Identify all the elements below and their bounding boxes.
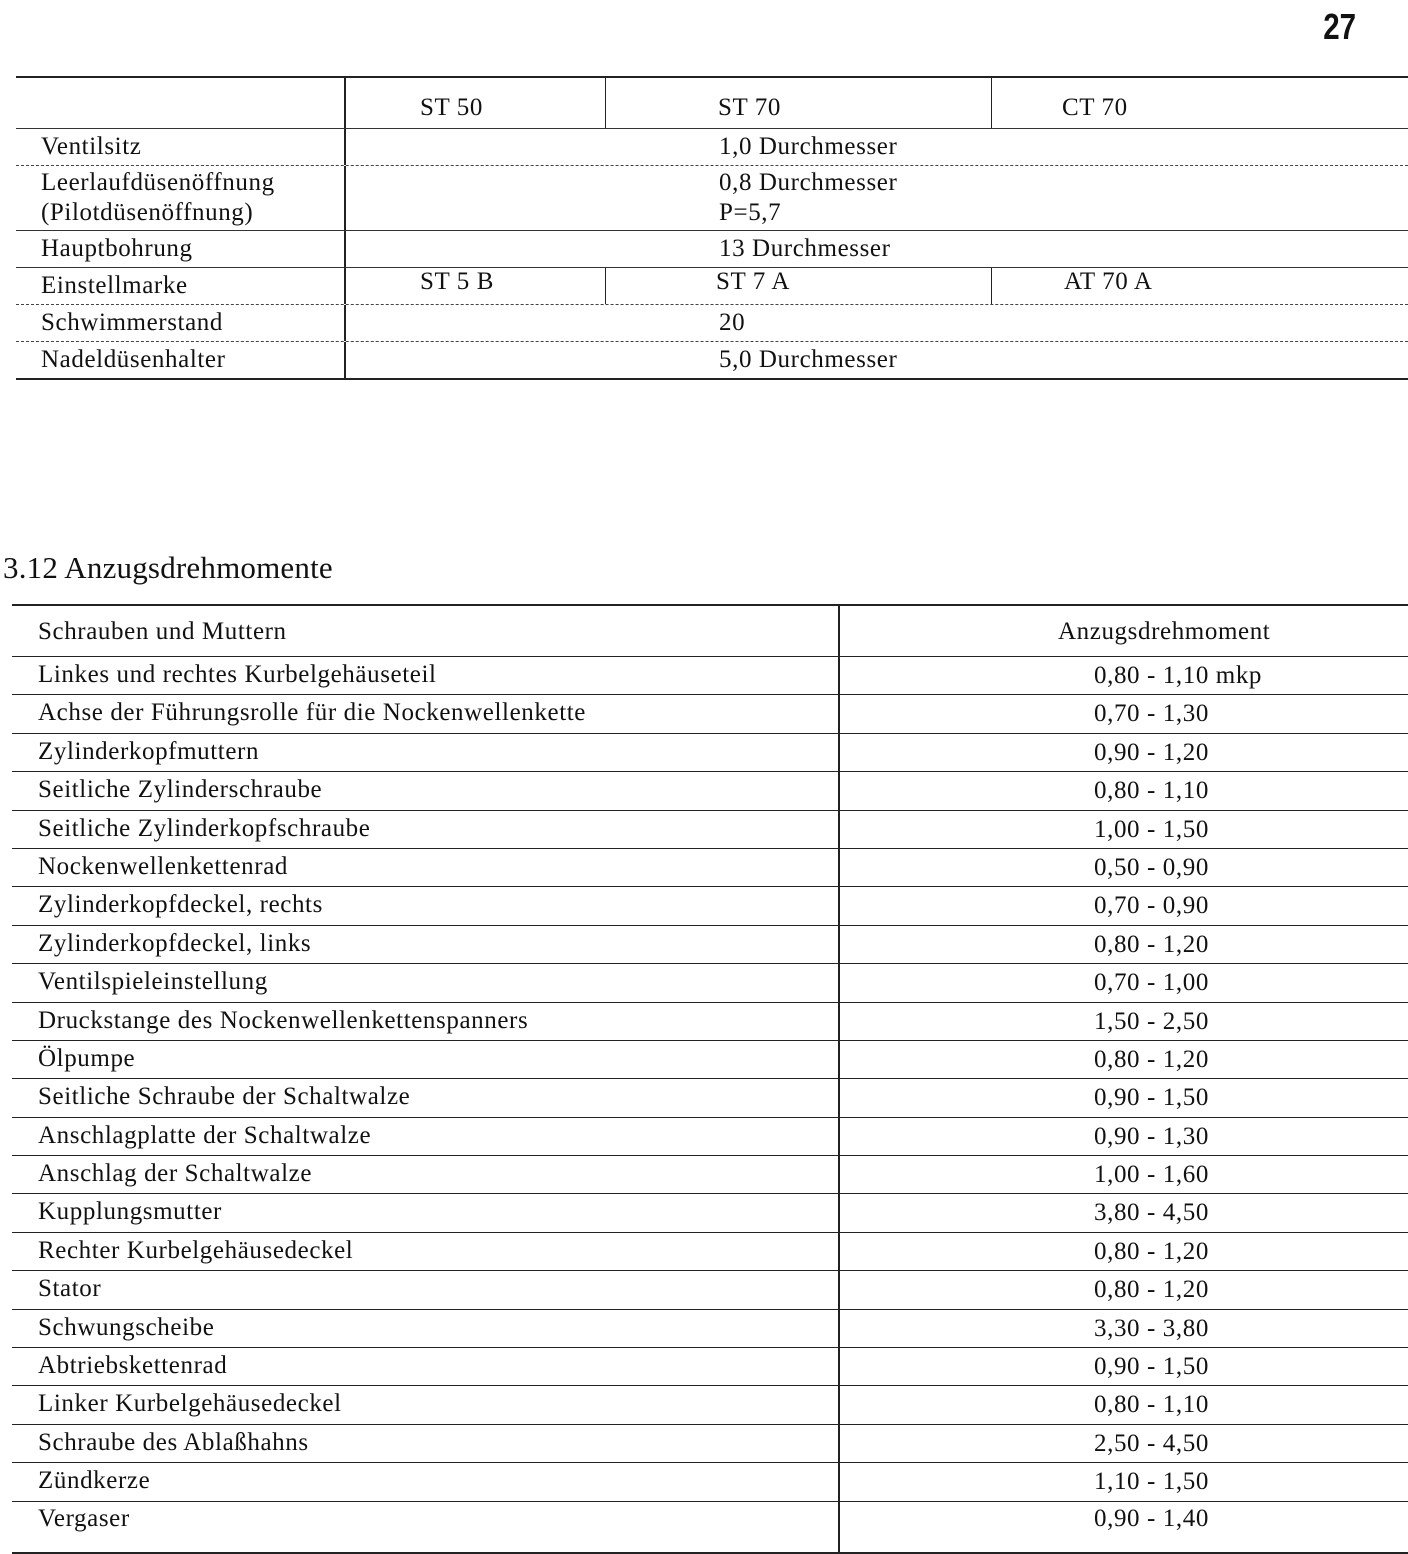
table-row <box>16 268 1408 305</box>
part-name: Seitliche Schraube der Schaltwalze <box>12 1079 840 1116</box>
part-name: Linker Kurbelgehäusedeckel <box>12 1386 840 1423</box>
torque-value: 0,80 - 1,10 mkp <box>1094 662 1263 689</box>
table-row <box>12 811 1408 849</box>
row-value: 5,0 Durchmesser <box>719 346 898 373</box>
row-value-line: 0,8 Durchmesser <box>719 169 898 196</box>
part-name: Schraube des Ablaßhahns <box>12 1425 840 1462</box>
page-number: 27 <box>1323 6 1356 47</box>
column-header-st50: ST 50 <box>346 78 606 128</box>
part-name: Schwungscheibe <box>12 1310 840 1347</box>
table-header-row <box>16 78 1408 129</box>
table-row <box>16 305 1408 342</box>
part-name: Abtriebskettenrad <box>12 1348 840 1385</box>
row-label: Nadeldüsenhalter <box>16 342 346 378</box>
row-label-line: (Pilotdüsenöffnung) <box>41 199 254 226</box>
table-row <box>16 231 1408 268</box>
table-row <box>12 1425 1408 1463</box>
torque-value: 0,80 - 1,10 <box>1094 777 1209 805</box>
part-name: Zylinderkopfdeckel, rechts <box>12 887 840 924</box>
torque-value: 0,70 - 0,90 <box>1094 892 1209 920</box>
row-value-ct70: AT 70 A <box>1064 268 1153 295</box>
table-header-row <box>12 606 1408 657</box>
table-row <box>12 887 1408 925</box>
table-row <box>12 695 1408 733</box>
torque-value: 3,80 - 4,50 <box>1094 1199 1209 1227</box>
table-row <box>12 734 1408 772</box>
torque-value: 1,00 - 1,60 <box>1094 1161 1209 1189</box>
torque-value: 1,10 - 1,50 <box>1094 1468 1209 1496</box>
row-value-line: P=5,7 <box>719 199 782 226</box>
column-header-st70: ST 70 <box>606 78 992 128</box>
torque-value: 2,50 - 4,50 <box>1094 1429 1209 1457</box>
column-header-parts: Schrauben und Muttern <box>12 606 840 656</box>
part-name: Rechter Kurbelgehäusedeckel <box>12 1233 840 1270</box>
part-name: Vergaser <box>12 1502 840 1552</box>
torque-value: 0,90 - 1,50 <box>1094 1084 1209 1112</box>
part-name: Anschlagplatte der Schaltwalze <box>12 1118 840 1155</box>
table-row <box>12 1079 1408 1117</box>
part-name: Ölpumpe <box>12 1041 840 1078</box>
part-name: Zylinderkopfdeckel, links <box>12 926 840 963</box>
table-row <box>16 342 1408 378</box>
table-row <box>12 772 1408 810</box>
table-row <box>12 1271 1408 1309</box>
row-value-st70: ST 7 A <box>606 268 992 304</box>
column-header-ct70: CT 70 <box>1062 94 1128 121</box>
torque-value: 0,90 - 1,40 <box>1094 1504 1209 1532</box>
part-name: Ventilspieleinstellung <box>12 964 840 1001</box>
column-header-torque: Anzugsdrehmoment <box>1058 618 1271 645</box>
torque-value: 0,50 - 0,90 <box>1094 853 1209 881</box>
part-name: Anschlag der Schaltwalze <box>12 1156 840 1193</box>
torque-value: 1,50 - 2,50 <box>1094 1007 1209 1035</box>
torque-value: 0,90 - 1,20 <box>1094 738 1209 766</box>
torque-value: 0,70 - 1,00 <box>1094 969 1209 997</box>
part-name: Seitliche Zylinderkopfschraube <box>12 811 840 848</box>
table-row <box>12 1156 1408 1194</box>
row-value <box>346 166 1408 230</box>
section-heading: 3.12 Anzugsdrehmomente <box>3 550 333 585</box>
part-name: Kupplungsmutter <box>12 1194 840 1231</box>
torque-value: 0,80 - 1,20 <box>1094 1237 1209 1265</box>
torque-value: 0,90 - 1,50 <box>1094 1353 1209 1381</box>
row-value: 13 Durchmesser <box>719 235 891 262</box>
table-row <box>12 657 1408 695</box>
part-name: Linkes und rechtes Kurbelgehäuseteil <box>12 657 840 694</box>
part-name: Zündkerze <box>12 1463 840 1500</box>
row-value-st50: ST 5 B <box>346 268 606 304</box>
row-label-line: Leerlaufdüsenöffnung <box>41 169 275 196</box>
part-name: Nockenwellenkettenrad <box>12 849 840 886</box>
row-value: 20 <box>719 309 746 336</box>
table-row <box>12 1118 1408 1156</box>
table-row <box>12 1310 1408 1348</box>
table-row <box>12 964 1408 1002</box>
torque-value: 0,80 - 1,10 <box>1094 1391 1209 1419</box>
row-label: Schwimmerstand <box>16 305 346 341</box>
carburetor-spec-table <box>16 76 1408 380</box>
row-value: 1,0 Durchmesser <box>719 133 898 160</box>
torque-value: 1,00 - 1,50 <box>1094 815 1209 843</box>
header-empty-cell <box>16 78 346 128</box>
part-name: Achse der Führungsrolle für die Nockenwellenkette <box>12 695 840 732</box>
part-name: Seitliche Zylinderschraube <box>12 772 840 809</box>
torque-value: 0,90 - 1,30 <box>1094 1122 1209 1150</box>
torque-value: 0,80 - 1,20 <box>1094 1045 1209 1073</box>
row-label: Ventilsitz <box>16 129 346 165</box>
table-row <box>12 1194 1408 1232</box>
table-row <box>12 1348 1408 1386</box>
table-row <box>12 1463 1408 1501</box>
part-name: Stator <box>12 1271 840 1308</box>
part-name: Zylinderkopfmuttern <box>12 734 840 771</box>
torque-value: 0,70 - 1,30 <box>1094 700 1209 728</box>
row-label <box>16 166 346 230</box>
torque-value: 0,80 - 1,20 <box>1094 1276 1209 1304</box>
table-row <box>12 849 1408 887</box>
part-name: Druckstange des Nockenwellenkettenspanners <box>12 1003 840 1040</box>
torque-value: 3,30 - 3,80 <box>1094 1314 1209 1342</box>
table-row <box>16 129 1408 166</box>
row-label: Einstellmarke <box>16 268 346 304</box>
torque-value: 0,80 - 1,20 <box>1094 930 1209 958</box>
table-row <box>12 1386 1408 1424</box>
table-row <box>16 166 1408 231</box>
table-row <box>12 1502 1408 1552</box>
table-row <box>12 1233 1408 1271</box>
table-row <box>12 1041 1408 1079</box>
table-row <box>12 1003 1408 1041</box>
table-row <box>12 926 1408 964</box>
row-label: Hauptbohrung <box>16 231 346 267</box>
torque-table <box>12 604 1408 1554</box>
